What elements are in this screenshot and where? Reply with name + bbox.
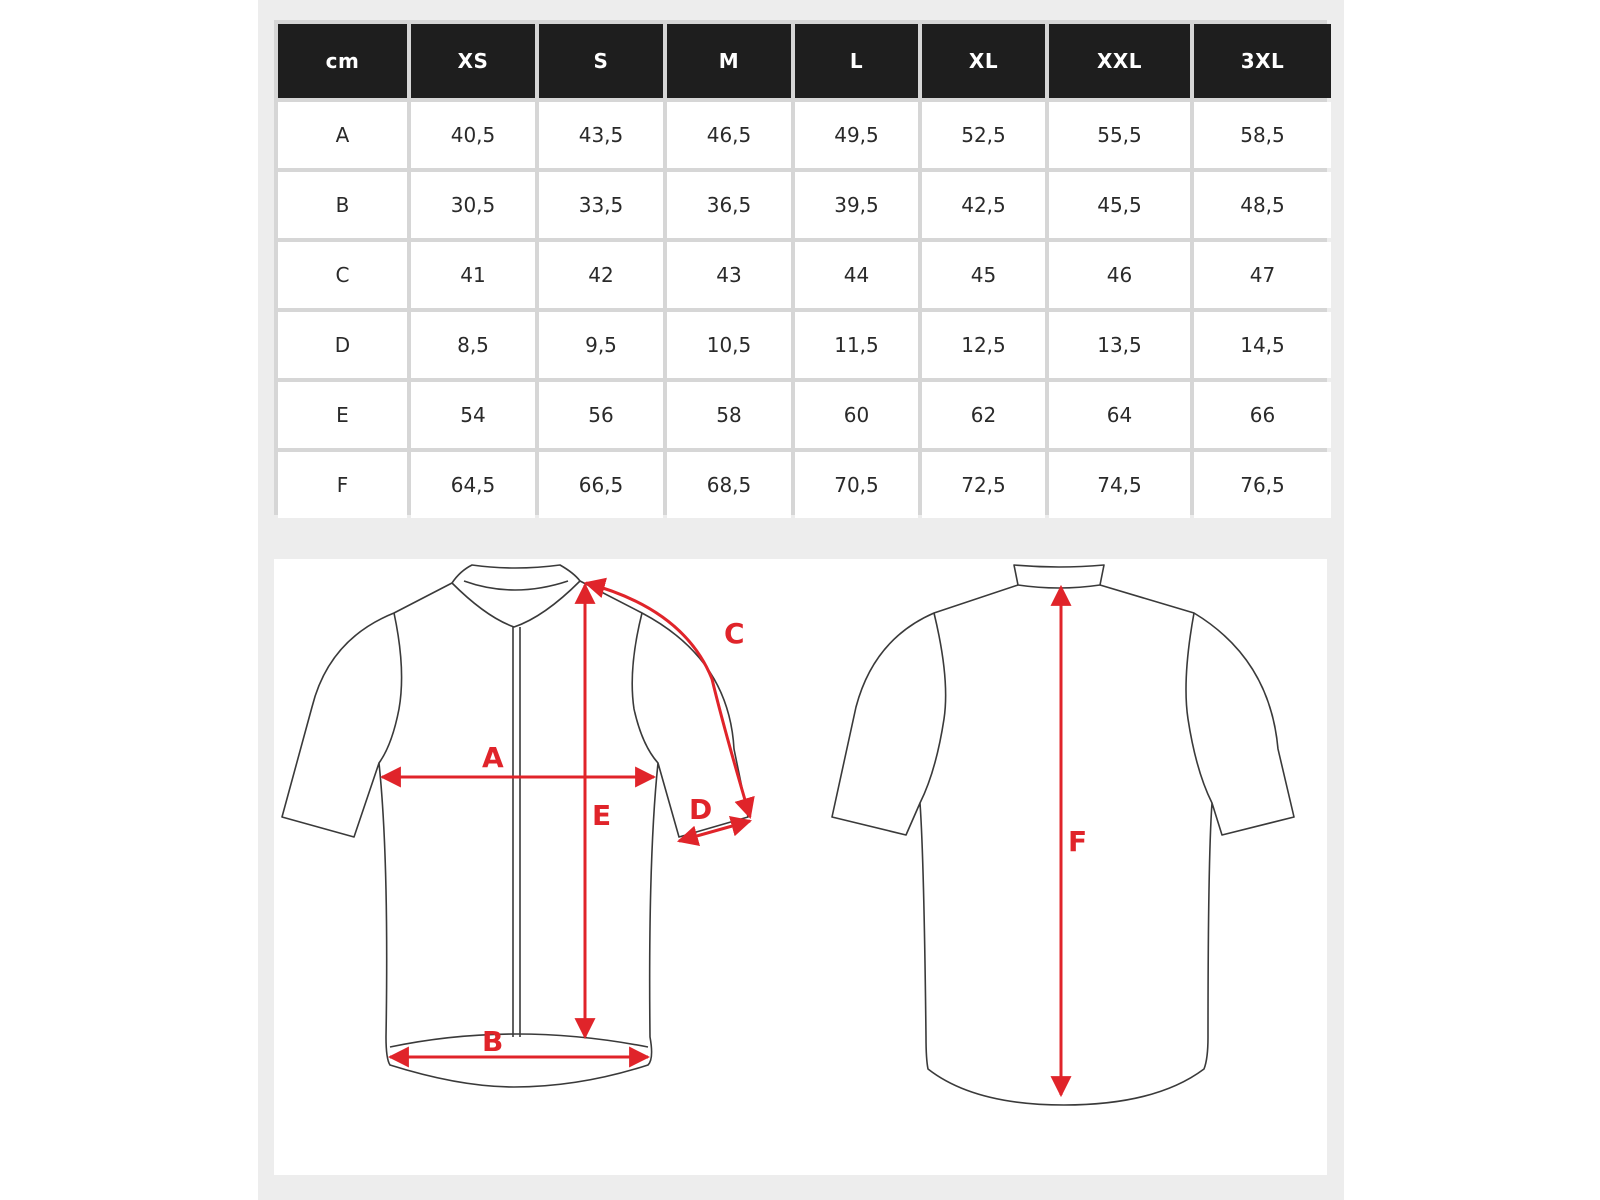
size-chart-table — [274, 20, 1335, 522]
measurement-cell: 47 — [1194, 242, 1331, 308]
measurement-cell: 46,5 — [667, 102, 791, 168]
row-label-cell: B — [278, 172, 407, 238]
measurement-cell: 60 — [795, 382, 918, 448]
measurement-cell: 68,5 — [667, 452, 791, 518]
table-row — [278, 242, 1331, 308]
measurement-cell: 49,5 — [795, 102, 918, 168]
measurement-cell: 9,5 — [539, 312, 663, 378]
measurement-cell: 8,5 — [411, 312, 535, 378]
measurement-cell: 76,5 — [1194, 452, 1331, 518]
header-cell-size: 3XL — [1194, 24, 1331, 98]
measurement-cell: 42 — [539, 242, 663, 308]
measurement-cell: 14,5 — [1194, 312, 1331, 378]
measurement-cell: 54 — [411, 382, 535, 448]
measurement-cell: 43,5 — [539, 102, 663, 168]
measurement-cell: 52,5 — [922, 102, 1045, 168]
row-label-cell: C — [278, 242, 407, 308]
table-row — [278, 452, 1331, 518]
measure-label-b: B — [482, 1025, 504, 1058]
table-row — [278, 102, 1331, 168]
table-body — [278, 102, 1331, 518]
header-cell-size: M — [667, 24, 791, 98]
measurement-cell: 64,5 — [411, 452, 535, 518]
measurement-cell: 10,5 — [667, 312, 791, 378]
table-row — [278, 172, 1331, 238]
measurement-cell: 42,5 — [922, 172, 1045, 238]
jersey-diagram-svg — [274, 559, 1327, 1175]
measurement-cell: 33,5 — [539, 172, 663, 238]
measurement-cell: 41 — [411, 242, 535, 308]
back-jersey-outline — [832, 565, 1294, 1105]
measurement-cell: 72,5 — [922, 452, 1045, 518]
measurement-cell: 66 — [1194, 382, 1331, 448]
row-label-cell: E — [278, 382, 407, 448]
measurement-cell: 64 — [1049, 382, 1190, 448]
measurement-cell: 44 — [795, 242, 918, 308]
table-row — [278, 382, 1331, 448]
row-label-cell: F — [278, 452, 407, 518]
measurement-cell: 66,5 — [539, 452, 663, 518]
jersey-measurement-diagram — [274, 559, 1327, 1175]
row-label-cell: D — [278, 312, 407, 378]
measure-label-e: E — [592, 799, 612, 832]
measurement-cell: 45 — [922, 242, 1045, 308]
table-header-row — [278, 24, 1331, 98]
measure-label-d: D — [689, 793, 713, 826]
measurement-cell: 58,5 — [1194, 102, 1331, 168]
measurement-cell: 39,5 — [795, 172, 918, 238]
measurement-cell: 46 — [1049, 242, 1190, 308]
measurement-cell: 62 — [922, 382, 1045, 448]
header-cell-size: S — [539, 24, 663, 98]
measurement-cell: 12,5 — [922, 312, 1045, 378]
size-chart-table-frame — [274, 20, 1327, 515]
measurement-cell: 58 — [667, 382, 791, 448]
front-measurement-labels — [482, 617, 745, 1058]
measure-label-a: A — [482, 741, 504, 774]
measure-label-f: F — [1068, 825, 1088, 858]
header-cell-unit: cm — [278, 24, 407, 98]
measurement-cell: 13,5 — [1049, 312, 1190, 378]
header-cell-size: XS — [411, 24, 535, 98]
measurement-cell: 55,5 — [1049, 102, 1190, 168]
measurement-cell: 48,5 — [1194, 172, 1331, 238]
header-cell-size: L — [795, 24, 918, 98]
measurement-cell: 40,5 — [411, 102, 535, 168]
measurement-cell: 11,5 — [795, 312, 918, 378]
table-row — [278, 312, 1331, 378]
measurement-cell: 36,5 — [667, 172, 791, 238]
measurement-cell: 56 — [539, 382, 663, 448]
front-jersey-outline — [282, 565, 748, 1087]
measurement-cell: 43 — [667, 242, 791, 308]
measurement-cell: 74,5 — [1049, 452, 1190, 518]
header-cell-size: XXL — [1049, 24, 1190, 98]
measurement-cell: 45,5 — [1049, 172, 1190, 238]
measurement-cell: 70,5 — [795, 452, 918, 518]
measure-label-c: C — [724, 617, 745, 650]
header-cell-size: XL — [922, 24, 1045, 98]
row-label-cell: A — [278, 102, 407, 168]
measurement-cell: 30,5 — [411, 172, 535, 238]
